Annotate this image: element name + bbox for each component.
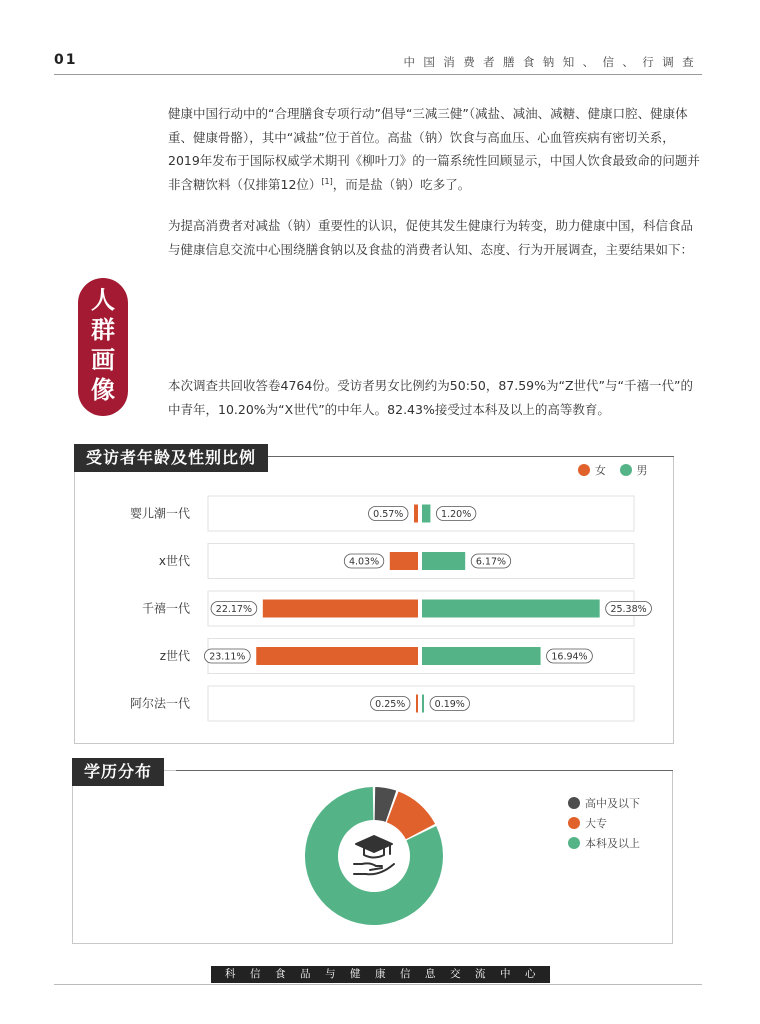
portrait-badge-char: 像 (91, 376, 115, 404)
intro-paragraph-2: 为提高消费者对减盐（钠）重要性的认识，促使其发生健康行为转变，助力健康中国，科信食品与健康信息交流中心围绕膳食钠以及食盐的消费者认知、态度、行为开展调查，主要结果如下： (168, 218, 694, 257)
bar-male (422, 505, 430, 523)
legend-label-female: 女 (595, 464, 606, 477)
graduation-cap-hand-icon (354, 836, 394, 874)
data-label-female: 0.57% (373, 509, 404, 520)
intro-paragraph-1-end: ，而是盐（钠）吃多了。 (332, 176, 471, 192)
category-label: 婴儿潮一代 (129, 506, 190, 521)
bar-male (422, 600, 600, 618)
data-label-female: 0.25% (375, 699, 406, 710)
portrait-text: 本次调查共回收答卷4764份。受访者男女比例约为50:50，87.59%为“Z世代”与“千禧一代”的中青年，10.20%为“X世代”的中年人。82.43%接受过本科及以上的高等教育。 (168, 378, 693, 417)
data-label-male: 0.19% (434, 699, 465, 710)
portrait-badge-char: 群 (91, 316, 115, 344)
citation-marker[interactable]: [1] (321, 176, 333, 186)
data-label-male: 25.38% (610, 604, 647, 615)
data-label-male: 1.20% (441, 509, 472, 520)
data-label-male: 6.17% (475, 556, 507, 568)
bar-female (390, 552, 418, 570)
header-title: 中国消费者膳食钠知、信、行调查 (403, 55, 702, 69)
intro-paragraph-1-text: 健康中国行动中的“合理膳食专项行动”倡导“三减三健”（减盐、减油、减糖、健康口腔、健康体重、健康骨骼），其中“减盐”位于首位。高盐（钠）饮食与高血压、心血管疾病有密切关系，2019年发布于国际权威学术期刊《柳叶刀》的一篇系统性回顾显示，中国人饮食最致命的问题并非含糖饮料（仅排第12位） (168, 106, 700, 192)
data-label-female: 22.17% (215, 604, 253, 615)
age-section-title: 受访者年龄及性别比例 (74, 444, 268, 472)
legend-swatch-college (568, 817, 580, 829)
edu-legend (568, 794, 640, 854)
legend-swatch-highschool (568, 797, 580, 809)
header-divider (54, 74, 702, 75)
data-label-female: 23.11% (209, 651, 246, 663)
legend-label-highschool: 高中及以下 (585, 797, 640, 810)
edu-legend-item (568, 834, 640, 854)
data-label-male: 16.94% (551, 651, 588, 663)
data-label-female: 4.03% (348, 556, 380, 568)
bar-male (422, 695, 424, 713)
portrait-badge-char: 人 (91, 286, 115, 314)
row-track (208, 544, 634, 579)
bar-female (414, 505, 418, 523)
legend-label-bachelor: 本科及以上 (585, 837, 640, 850)
legend-label-college: 大专 (585, 817, 607, 830)
category-label: x世代 (158, 554, 190, 568)
bar-female (416, 695, 418, 713)
row-track (208, 686, 634, 721)
edu-legend-item (568, 814, 640, 834)
category-label: 阿尔法一代 (129, 696, 190, 711)
row-track (208, 496, 634, 531)
footer-organization: 科信食品与健康信息交流中心 (211, 966, 550, 983)
legend-swatch-bachelor (568, 837, 580, 849)
footer-divider (54, 984, 702, 985)
age-gender-chart (74, 456, 674, 744)
edu-section-title: 学历分布 (72, 758, 164, 786)
category-label: 千禧一代 (141, 601, 190, 616)
bar-female (263, 600, 418, 618)
portrait-badge (78, 278, 128, 416)
category-label: z世代 (159, 649, 190, 663)
legend-label-male: 男 (636, 464, 648, 477)
bar-male (422, 552, 465, 570)
portrait-badge-char: 画 (91, 346, 115, 374)
page-number: 01 (54, 52, 78, 68)
bar-male (422, 647, 541, 665)
bar-female (256, 647, 418, 665)
intro-paragraph-1 (168, 102, 700, 196)
edu-legend-item (568, 794, 640, 814)
